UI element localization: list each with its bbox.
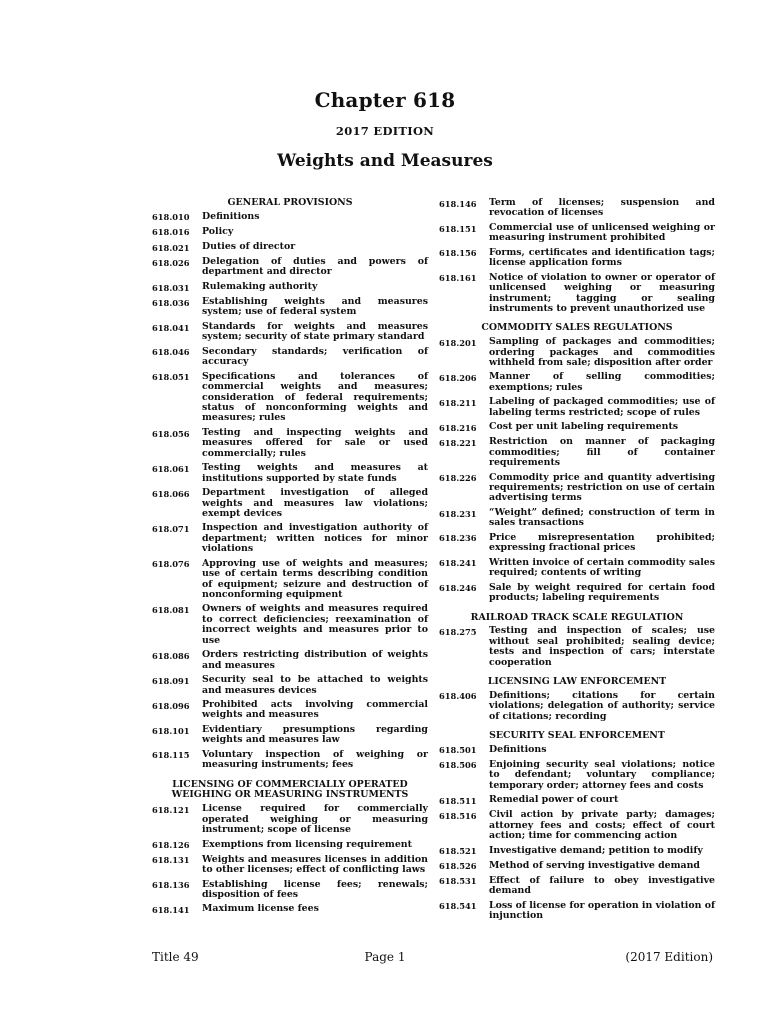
section-title: Duties of director <box>202 240 296 252</box>
section-number: 618.141 <box>152 905 190 916</box>
toc-entry <box>152 675 428 696</box>
section-number: 618.016 <box>152 227 190 238</box>
toc-entry <box>439 273 715 315</box>
toc-entry <box>439 861 715 872</box>
footer-page-number: Page 1 <box>364 950 406 964</box>
section-title: Delegation of duties and powers of department and director <box>202 256 428 278</box>
section-title: Secondary standards; verification of accuracy <box>202 345 428 368</box>
section-title: Maximum license fees <box>202 903 319 915</box>
section-title: Definitions <box>202 210 260 222</box>
section-number: 618.076 <box>152 559 190 570</box>
section-title: Establishing weights and measures system; use of federal system <box>202 296 428 318</box>
right-column <box>439 198 715 926</box>
section-heading: LICENSING LAW ENFORCEMENT <box>487 675 667 687</box>
section-title: Approving use of weights and measures; use of certain terms describing condition of equipment; seizure and destruction of nonconforming equipment <box>202 557 428 600</box>
toc-entry <box>439 397 715 418</box>
toc-entry <box>152 650 428 671</box>
toc-entry <box>439 876 715 897</box>
section-number: 618.071 <box>152 524 190 535</box>
section-title: Testing and inspection of scales; use without seal prohibited; sealing device; tests and inspection of cars; interstate cooperation <box>489 625 715 668</box>
chapter-title: Chapter 618 <box>314 88 456 112</box>
toc-entry <box>152 523 428 554</box>
toc-entry <box>152 297 428 318</box>
toc-entry <box>439 372 715 393</box>
left-column <box>152 198 428 920</box>
section-heading: COMMODITY SALES REGULATIONS <box>481 322 673 334</box>
section-number: 618.041 <box>152 322 190 333</box>
toc-entry <box>152 880 428 901</box>
section-number: 618.066 <box>152 488 190 499</box>
section-title: Sampling of packages and commodities; ordering packages and commodities withheld from sale; disposition after order <box>489 336 715 368</box>
section-title: Sale by weight required for certain food products; labeling requirements <box>489 581 715 604</box>
section-number: 618.231 <box>439 508 477 519</box>
section-title: Department investigation of alleged weights and measures law violations; exempt devices <box>202 487 428 519</box>
section-title: Commercial use of unlicensed weighing or measuring instrument prohibited <box>489 221 715 244</box>
toc-entry <box>152 559 428 601</box>
toc-entry <box>439 337 715 368</box>
section-number: 618.051 <box>152 372 190 383</box>
toc-entry <box>439 223 715 244</box>
section-number: 618.526 <box>439 861 477 872</box>
section-number: 618.201 <box>439 337 477 348</box>
section-number: 618.506 <box>439 760 477 771</box>
section-number: 618.156 <box>439 248 477 259</box>
section-title: Restriction on manner of packaging commodities; fill of container requirements <box>489 436 715 469</box>
section-title: Term of licenses; suspension and revocation of licenses <box>489 197 715 219</box>
section-number: 618.511 <box>439 795 477 806</box>
section-title: Civil action by private party; damages; attorney fees and costs; effect of court action; time for commencing action <box>489 809 715 842</box>
section-number: 618.115 <box>152 750 190 761</box>
toc-entry <box>439 810 715 841</box>
section-title: Evidentiary presumptions regarding weights and measures law <box>202 723 428 746</box>
section-title: Orders restricting distribution of weights and measures <box>202 649 428 671</box>
toc-entry <box>152 840 428 851</box>
section-number: 618.036 <box>152 297 190 308</box>
toc-entry <box>439 473 715 504</box>
section-title: Owners of weights and measures required to correct deficiencies; reexamination of incorrect weights and measures prior to use <box>202 603 428 646</box>
toc-entry <box>152 725 428 746</box>
section-title: Exemptions from licensing requirement <box>202 838 412 850</box>
section-number: 618.211 <box>439 397 477 408</box>
toc-entry <box>152 227 428 238</box>
toc-entry <box>152 488 428 519</box>
toc-entry <box>152 428 428 459</box>
toc-entry <box>439 422 715 433</box>
toc-entry <box>152 212 428 223</box>
section-number: 618.275 <box>439 626 477 637</box>
section-number: 618.021 <box>152 242 190 253</box>
section-title: Effect of failure to obey investigative demand <box>489 874 715 897</box>
section-title: Testing and inspecting weights and measures offered for sale or used commercially; rules <box>202 426 428 459</box>
section-number: 618.501 <box>439 745 477 756</box>
footer-edition: (2017 Edition) <box>625 950 713 964</box>
toc-entry <box>152 750 428 771</box>
section-title: License required for commercially operated weighing or measuring instrument; scope of license <box>202 803 428 836</box>
section-title: Inspection and investigation authority of department; written notices for minor violations <box>202 522 428 555</box>
section-title: Definitions; citations for certain violations; delegation of authority; service of citations; recording <box>489 689 715 722</box>
section-title: Definitions <box>489 743 547 755</box>
toc-entry <box>152 904 428 915</box>
edition-label: 2017 EDITION <box>335 124 435 138</box>
toc-entry <box>152 855 428 876</box>
section-number: 618.221 <box>439 437 477 448</box>
section-number: 618.091 <box>152 675 190 686</box>
section-number: 618.031 <box>152 282 190 293</box>
toc-entry <box>152 322 428 343</box>
section-title: “Weight” defined; construction of term in sales transactions <box>489 506 715 529</box>
section-number: 618.406 <box>439 691 477 702</box>
section-number: 618.226 <box>439 473 477 484</box>
section-number: 618.136 <box>152 880 190 891</box>
footer-title: Title 49 <box>152 950 199 964</box>
toc-entry <box>152 372 428 424</box>
section-number: 618.056 <box>152 428 190 439</box>
section-title: Policy <box>202 225 234 237</box>
section-number: 618.061 <box>152 463 190 474</box>
toc-entry <box>152 282 428 293</box>
section-title: Voluntary inspection of weighing or measuring instruments; fees <box>202 748 428 771</box>
toc-entry <box>439 248 715 269</box>
toc-entry <box>152 604 428 646</box>
toc-entry <box>152 257 428 278</box>
toc-entry <box>439 198 715 219</box>
toc-entry <box>439 533 715 554</box>
section-number: 618.516 <box>439 810 477 821</box>
section-title: Testing weights and measures at institutions supported by state funds <box>202 462 428 484</box>
section-title: Notice of violation to owner or operator of unlicensed weighing or measuring instrument; tagging or sealing instruments to prevent unauthorized use <box>489 271 715 314</box>
section-title: Written invoice of certain commodity sales required; contents of writing <box>489 556 715 579</box>
section-title: Manner of selling commodities; exemptions; rules <box>489 371 715 393</box>
section-number: 618.216 <box>439 422 477 433</box>
section-heading: GENERAL PROVISIONS <box>227 197 353 208</box>
section-title: Price misrepresentation prohibited; expressing fractional prices <box>489 531 715 554</box>
toc-entry <box>439 558 715 579</box>
toc-entry <box>439 583 715 604</box>
section-title: Prohibited acts involving commercial weights and measures <box>202 699 428 721</box>
section-title: Investigative demand; petition to modify <box>489 844 703 856</box>
section-number: 618.126 <box>152 840 190 851</box>
section-number: 618.161 <box>439 273 477 284</box>
section-title: Security seal to be attached to weights and measures devices <box>202 674 428 696</box>
toc-entry <box>439 901 715 922</box>
section-title: Specifications and tolerances of commercial weights and measures; consideration of federal requirements; status of nonconforming weights and measures; rules <box>202 370 428 424</box>
section-title: Enjoining security seal violations; notice to defendant; voluntary compliance; temporary order; attorney fees and costs <box>489 758 715 791</box>
section-number: 618.146 <box>439 198 477 209</box>
section-number: 618.081 <box>152 605 190 616</box>
section-number: 618.241 <box>439 558 477 569</box>
section-heading: LICENSING OF COMMERCIALLY OPERATED WEIGHING OR MEASURING INSTRUMENTS <box>171 778 409 801</box>
section-title: Labeling of packaged commodities; use of labeling terms restricted; scope of rules <box>489 396 715 418</box>
section-number: 618.026 <box>152 257 190 268</box>
toc-entry <box>439 691 715 722</box>
section-title: Commodity price and quantity advertising requirements; restriction on use of certain advertising terms <box>489 471 715 504</box>
section-number: 618.236 <box>439 533 477 544</box>
toc-entry <box>439 437 715 468</box>
section-number: 618.206 <box>439 373 477 384</box>
toc-entry <box>439 508 715 529</box>
section-number: 618.010 <box>152 212 190 223</box>
section-title: Cost per unit labeling requirements <box>489 421 679 433</box>
section-number: 618.086 <box>152 650 190 661</box>
section-title: Forms, certificates and identification tags; license application forms <box>489 246 715 269</box>
section-number: 618.521 <box>439 846 477 857</box>
section-heading: SECURITY SEAL ENFORCEMENT <box>489 729 665 741</box>
toc-entry <box>152 347 428 368</box>
toc-entry <box>152 700 428 721</box>
section-number: 618.541 <box>439 901 477 912</box>
toc-entry <box>439 626 715 668</box>
section-number: 618.101 <box>152 725 190 736</box>
section-number: 618.046 <box>152 347 190 358</box>
toc-entry <box>152 804 428 835</box>
section-heading: RAILROAD TRACK SCALE REGULATION <box>470 611 684 623</box>
section-title: Standards for weights and measures system; security of state primary standard <box>202 320 428 343</box>
section-title: Weights and measures licenses in addition to other licenses; effect of conflicting laws <box>202 853 428 876</box>
section-title: Establishing license fees; renewals; disposition of fees <box>202 878 428 900</box>
toc-entry <box>152 242 428 253</box>
section-number: 618.246 <box>439 583 477 594</box>
section-number: 618.151 <box>439 223 477 234</box>
toc-entry <box>439 760 715 791</box>
section-number: 618.121 <box>152 804 190 815</box>
chapter-subject: Weights and Measures <box>277 151 493 171</box>
section-number: 618.531 <box>439 876 477 887</box>
section-title: Method of serving investigative demand <box>489 859 700 871</box>
toc-entry <box>439 745 715 756</box>
section-title: Loss of license for operation in violation of injunction <box>489 899 715 922</box>
section-title: Rulemaking authority <box>202 280 318 292</box>
section-number: 618.131 <box>152 855 190 866</box>
toc-entry <box>439 846 715 857</box>
toc-entry <box>439 795 715 806</box>
section-title: Remedial power of court <box>489 794 619 806</box>
toc-entry <box>152 463 428 484</box>
section-number: 618.096 <box>152 700 190 711</box>
